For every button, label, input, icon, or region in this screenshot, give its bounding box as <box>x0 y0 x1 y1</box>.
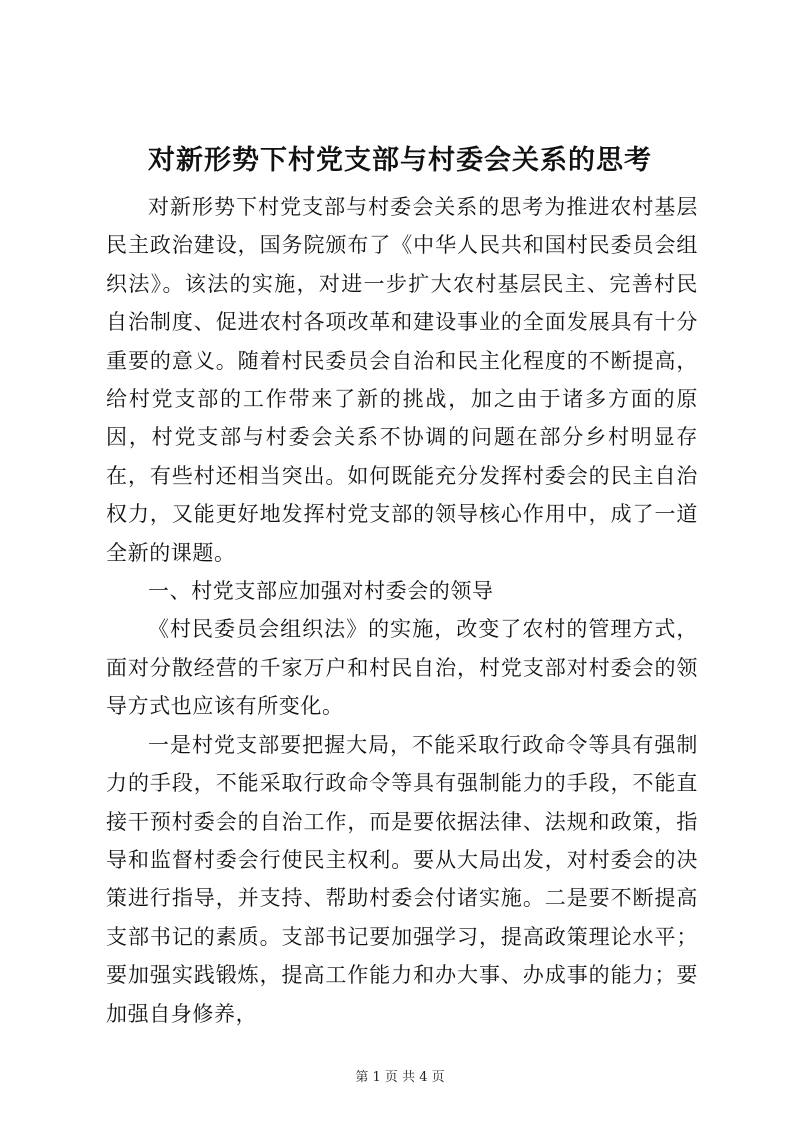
section-heading: 一、村党支部应加强对村委会的领导 <box>148 579 494 604</box>
page-number-footer: 第 1 页 共 4 页 <box>355 1070 445 1085</box>
page-title: 对新形势下村党支部与村委会关系的思考 <box>148 145 652 176</box>
document-body <box>106 188 698 1033</box>
paragraph-law-implementation: 《村民委员会组织法》的实施，改变了农村的管理方式，面对分散经营的千家万户和村民自治，村党支部对村委会的领导方式也应该有所变化。 <box>106 617 698 719</box>
paragraph-intro: 对新形势下村党支部与村委会关系的思考为推进农村基层民主政治建设，国务院颁布了《中华人民共和国村民委员会组织法》。该法的实施，对进一步扩大农村基层民主、完善村民自治制度、促进农村各项改革和建设事业的全面发展具有十分重要的意义。随着村民委员会自治和民主化程度的不断提高，给村党支部的工作带来了新的挑战，加之由于诸多方面的原因，村党支部与村委会关系不协调的问题在部分乡村明显存在，有些村还相当突出。如何既能充分发挥村委会的民主自治权力，又能更好地发挥村党支部的领导核心作用中，成了一道全新的课题。 <box>106 195 698 565</box>
paragraph-first-point: 一是村党支部要把握大局，不能采取行政命令等具有强制力的手段，不能采取行政命令等具有强制能力的手段，不能直接干预村委会的自治工作，而是要依据法律、法规和政策，指导和监督村委会行使民主权利。要从大局出发，对村委会的决策进行指导，并支持、帮助村委会付诸实施。二是要不断提高支部书记的素质。支部书记要加强学习，提高政策理论水平；要加强实践锻炼，提高工作能力和办大事、办成事的能力；要加强自身修养， <box>106 732 698 1026</box>
